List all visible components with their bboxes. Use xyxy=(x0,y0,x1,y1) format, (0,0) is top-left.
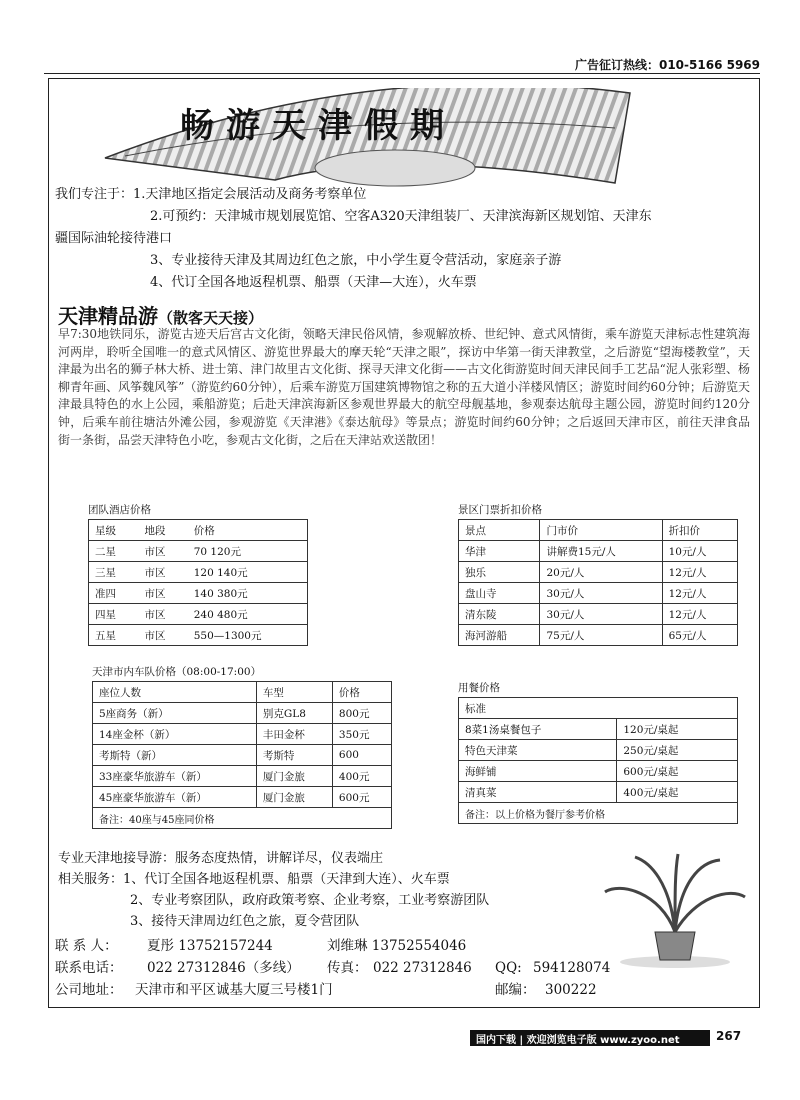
postcode-label: 邮编： xyxy=(495,982,536,998)
meal-price-table xyxy=(458,697,738,824)
table-row xyxy=(93,724,392,745)
table-header-cell: 标准 xyxy=(459,698,738,719)
services-section xyxy=(58,848,598,932)
qq-label: QQ: xyxy=(495,960,522,976)
table-header-cell: 景点 xyxy=(459,520,540,541)
table-cell: 600元 xyxy=(332,787,391,808)
table-row xyxy=(93,703,392,724)
phone-label: 联系电话： xyxy=(55,960,123,976)
table-cell: 75元/人 xyxy=(540,625,662,646)
table-header-cell: 价格 xyxy=(188,520,308,541)
fax-value: 022 27312846 xyxy=(373,960,472,976)
table-cell: 65元/人 xyxy=(662,625,737,646)
tour-section-title xyxy=(58,300,263,329)
table-cell: 140 380元 xyxy=(188,583,308,604)
bus-table-note: 备注：40座与45座同价格 xyxy=(93,808,392,829)
ticket-price-table xyxy=(458,519,738,646)
table-row xyxy=(459,761,738,782)
table-cell: 120元/桌起 xyxy=(617,719,738,740)
table-row xyxy=(89,541,308,562)
table-cell: 三星 xyxy=(89,562,139,583)
table-cell: 10元/人 xyxy=(662,541,737,562)
contact-row-address xyxy=(55,979,755,1001)
table-header-cell: 车型 xyxy=(256,682,332,703)
intro-line-4: 3、专业接待天津及其周边红色之旅，中小学生夏令营活动，家庭亲子游 xyxy=(150,253,562,268)
table-cell: 12元/人 xyxy=(662,604,737,625)
table-header-cell: 地段 xyxy=(138,520,187,541)
address-value: 天津市和平区诚基大厦三号楼1门 xyxy=(135,982,333,998)
qq-value: 594128074 xyxy=(533,960,611,976)
tour-title: 天津精品游 xyxy=(58,304,158,328)
bus-price-table xyxy=(92,681,392,829)
table-cell: 盘山寺 xyxy=(459,583,540,604)
table-cell: 市区 xyxy=(138,583,187,604)
intro-line-5: 4、代订全国各地返程机票、船票（天津—大连），火车票 xyxy=(150,275,477,290)
tour-subtitle: （散客天天接） xyxy=(158,309,264,327)
footer-text: 国内下载 | 欢迎浏览电子版 www.zyoo.net xyxy=(476,1035,680,1046)
contact-row-persons xyxy=(55,935,755,957)
ticket-price-block xyxy=(458,502,738,646)
table-cell: 考斯特 xyxy=(256,745,332,766)
table-row xyxy=(93,745,392,766)
table-row xyxy=(459,625,738,646)
table-row xyxy=(459,719,738,740)
table-cell: 考斯特（新） xyxy=(93,745,257,766)
table-cell: 华津 xyxy=(459,541,540,562)
intro-line-3: 疆国际油轮接待港口 xyxy=(55,231,173,246)
table-cell: 独乐 xyxy=(459,562,540,583)
contact-label: 联 系 人： xyxy=(55,938,118,954)
table-cell: 20元/人 xyxy=(540,562,662,583)
table-cell: 12元/人 xyxy=(662,562,737,583)
table-cell: 120 140元 xyxy=(188,562,308,583)
meal-table-note: 备注：以上价格为餐厅参考价格 xyxy=(459,803,738,824)
bus-table-caption: 天津市内车队价格（08:00-17:00） xyxy=(92,666,262,678)
table-cell: 海鲜铺 xyxy=(459,761,617,782)
intro-line-1: 我们专注于：1.天津地区指定会展活动及商务考察单位 xyxy=(55,187,367,202)
table-cell: 清东陵 xyxy=(459,604,540,625)
table-row xyxy=(93,787,392,808)
table-cell: 8菜1汤桌餐包子 xyxy=(459,719,617,740)
table-cell: 别克GL8 xyxy=(256,703,332,724)
table-cell: 14座金杯（新） xyxy=(93,724,257,745)
table-cell: 清真菜 xyxy=(459,782,617,803)
tour-itinerary: 早7:30地铁同乐，游览古迹天后宫古文化街，领略天津民俗风情，参观解放桥、世纪钟、意式风情街，乘车游览天津标志性建筑海河两岸，聆听全国唯一的意式风情区、游览世界最大的摩天轮“天津之眼”，探访中华第一街天津教堂，之后游览“望海楼教堂”，天津最为出名的狮子林大桥、进士第、津门故里古文化街、探寻天津文化街——古文化街游览时间天津民间手工艺品“泥人张彩塑、杨柳青年画、风筝魏风筝”（游览约60分钟），后乘车游览万国建筑博物馆之称的五大道小洋楼风情区；游览时间约60分钟；后游览天津最具特色的水上公园，乘船游览；后赴天津滨海新区参观世界最大的航空母舰基地，参观泰达航母主题公园，游览时间约120分钟，后乘车前往塘沽外滩公园，参观游览《天津港》《泰达航母》等景点；游览时间约60分钟；之后返回天津市区，前往天津食品街一条街，品尝天津特色小吃，参观古文化街，之后在天津站欢送散团！ xyxy=(58,327,750,447)
contact-section xyxy=(55,935,755,1001)
table-header-row xyxy=(93,682,392,703)
table-cell: 二星 xyxy=(89,541,139,562)
table-row xyxy=(459,541,738,562)
table-cell: 讲解费15元/人 xyxy=(540,541,662,562)
table-cell: 240 480元 xyxy=(188,604,308,625)
table-cell: 特色天津菜 xyxy=(459,740,617,761)
table-header-row xyxy=(459,698,738,719)
hotel-price-block xyxy=(88,502,308,646)
table-cell: 550—1300元 xyxy=(188,625,308,646)
banner-title: 畅游天津假期 xyxy=(180,106,456,146)
table-row xyxy=(93,766,392,787)
fax-label: 传真： xyxy=(327,960,368,976)
table-cell: 800元 xyxy=(332,703,391,724)
table-row xyxy=(459,782,738,803)
address-label: 公司地址： xyxy=(55,982,123,998)
table-cell: 准四 xyxy=(89,583,139,604)
services-line-2: 相关服务：1、代订全国各地返程机票、船票（天津到大连）、火车票 xyxy=(58,872,450,887)
table-cell: 五星 xyxy=(89,625,139,646)
table-cell: 250元/桌起 xyxy=(617,740,738,761)
bus-price-block xyxy=(92,664,392,829)
table-cell: 600 xyxy=(332,745,391,766)
table-cell: 丰田金杯 xyxy=(256,724,332,745)
contact-row-phone xyxy=(55,957,755,979)
intro-line-2: 2.可预约：天津城市规划展览馆、空客A320天津组装厂、天津滨海新区规划馆、天津东 xyxy=(150,209,652,224)
table-header-cell: 座位人数 xyxy=(93,682,257,703)
table-row xyxy=(89,583,308,604)
table-cell: 市区 xyxy=(138,625,187,646)
table-header-row xyxy=(459,520,738,541)
postcode-value: 300222 xyxy=(545,982,597,998)
table-row xyxy=(89,625,308,646)
phone-value: 022 27312846（多线） xyxy=(147,960,300,976)
services-line-4: 3、接待天津周边红色之旅，夏令营团队 xyxy=(130,914,360,929)
table-cell: 市区 xyxy=(138,562,187,583)
table-cell: 45座豪华旅游车（新） xyxy=(93,787,257,808)
contact-person-1: 夏彤 13752157244 xyxy=(147,938,273,954)
table-cell: 30元/人 xyxy=(540,604,662,625)
contact-person-2: 刘维琳 13752554046 xyxy=(327,938,467,954)
ad-hotline: 广告征订热线：010-5166 5969 xyxy=(574,58,760,72)
ticket-table-caption: 景区门票折扣价格 xyxy=(458,504,542,516)
table-cell: 33座豪华旅游车（新） xyxy=(93,766,257,787)
table-row xyxy=(459,583,738,604)
meal-table-caption: 用餐价格 xyxy=(458,682,500,694)
services-line-3: 2、专业考察团队，政府政策考察、企业考察，工业考察游团队 xyxy=(130,893,490,908)
table-row xyxy=(459,562,738,583)
table-row xyxy=(89,604,308,625)
hotel-price-table xyxy=(88,519,308,646)
table-cell: 30元/人 xyxy=(540,583,662,604)
table-header-cell: 价格 xyxy=(332,682,391,703)
table-row xyxy=(89,562,308,583)
table-cell: 350元 xyxy=(332,724,391,745)
page-number: 267 xyxy=(716,1029,742,1043)
table-row xyxy=(459,740,738,761)
table-cell: 5座商务（新） xyxy=(93,703,257,724)
table-row xyxy=(459,604,738,625)
table-header-cell: 门市价 xyxy=(540,520,662,541)
table-header-row xyxy=(89,520,308,541)
intro-section xyxy=(55,184,755,294)
table-header-cell: 星级 xyxy=(89,520,139,541)
table-row xyxy=(459,803,738,824)
table-cell: 四星 xyxy=(89,604,139,625)
table-cell: 400元/桌起 xyxy=(617,782,738,803)
table-cell: 厦门金旅 xyxy=(256,787,332,808)
table-cell: 400元 xyxy=(332,766,391,787)
header-divider xyxy=(44,73,760,74)
hotel-table-caption: 团队酒店价格 xyxy=(88,504,151,516)
table-row xyxy=(93,808,392,829)
meal-price-block xyxy=(458,680,738,824)
table-header-cell: 折扣价 xyxy=(662,520,737,541)
table-cell: 70 120元 xyxy=(188,541,308,562)
table-cell: 厦门金旅 xyxy=(256,766,332,787)
table-cell: 12元/人 xyxy=(662,583,737,604)
services-line-1: 专业天津地接导游：服务态度热情，讲解详尽，仪表端庄 xyxy=(58,851,384,866)
table-cell: 市区 xyxy=(138,604,187,625)
table-cell: 海河游船 xyxy=(459,625,540,646)
table-cell: 市区 xyxy=(138,541,187,562)
table-cell: 600元/桌起 xyxy=(617,761,738,782)
